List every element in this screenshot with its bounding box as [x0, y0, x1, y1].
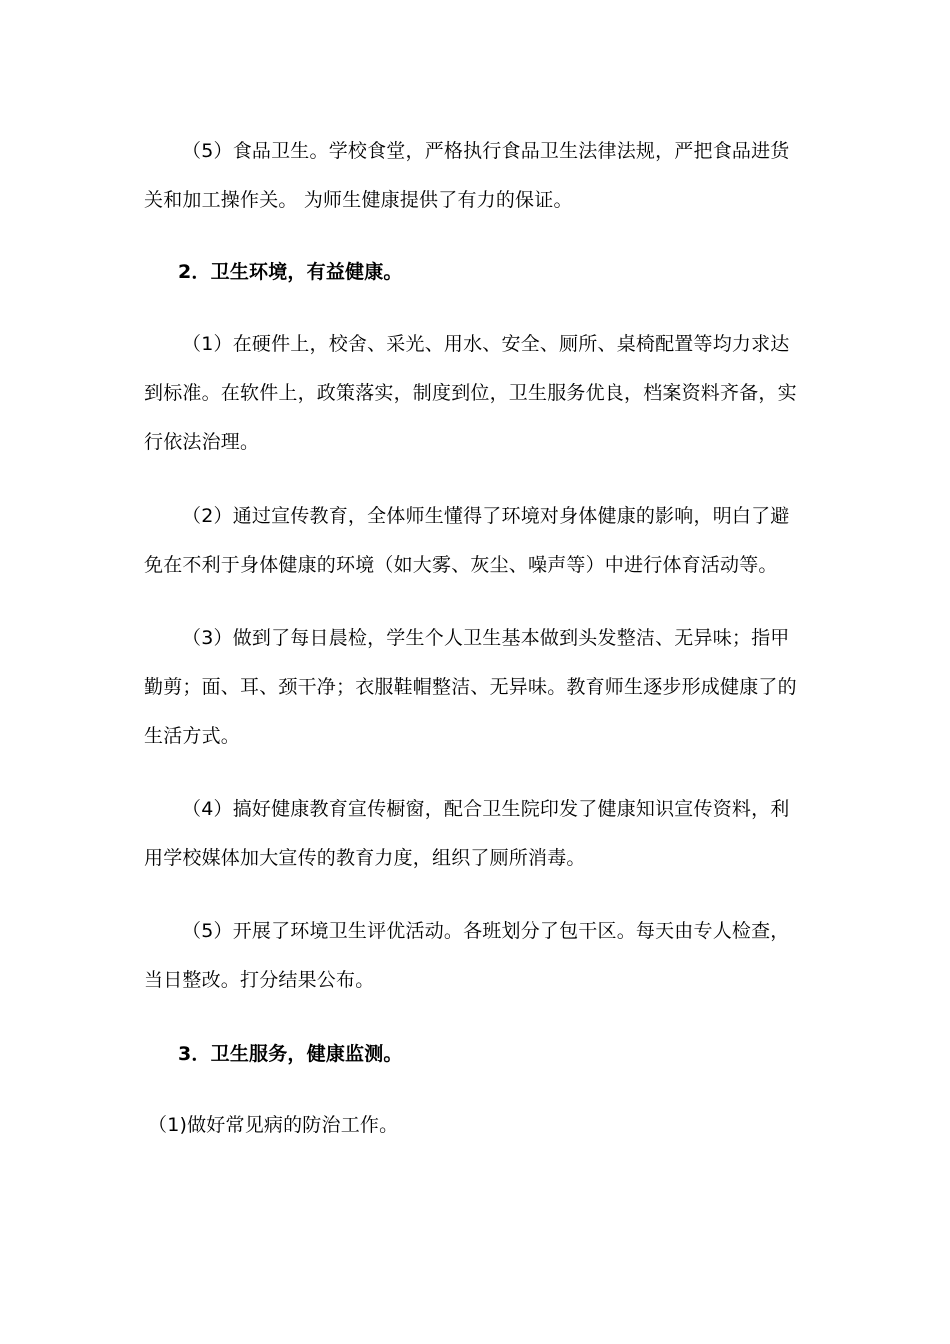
paragraph-morning-check: （3）做到了每日晨检，学生个人卫生基本做到头发整洁、无异味；指甲勤剪；面、耳、颈干净；衣服鞋帽整洁、无异味。教育师生逐步形成健康了的生活方式。: [144, 627, 797, 747]
section-heading-environment: 2．卫生环境，有益健康。: [178, 261, 403, 283]
paragraph-environment-award: （5）开展了环境卫生评优活动。各班划分了包干区。每天由专人检查，当日整改。打分结果公布。: [144, 920, 790, 991]
paragraph-hardware-software: （1）在硬件上，校舍、采光、用水、安全、厕所、桌椅配置等均力求达到标准。在软件上，政策落实，制度到位，卫生服务优良，档案资料齐备，实行依法治理。: [144, 333, 797, 453]
paragraph-common-disease: （1)做好常见病的防治工作。: [148, 1114, 399, 1136]
paragraph-health-window: （4）搞好健康教育宣传橱窗，配合卫生院印发了健康知识宣传资料，利用学校媒体加大宣传的教育力度，组织了厕所消毒。: [144, 798, 790, 869]
paragraph-publicity-education: （2）通过宣传教育，全体师生懂得了环境对身体健康的影响，明白了避免在不利于身体健康的环境（如大雾、灰尘、噪声等）中进行体育活动等。: [144, 505, 790, 576]
paragraph-food-hygiene: （5）食品卫生。学校食堂，严格执行食品卫生法律法规，严把食品进货关和加工操作关。 为师生健康提供了有力的保证。: [144, 140, 790, 211]
section-heading-health-service: 3．卫生服务，健康监测。: [178, 1043, 403, 1065]
